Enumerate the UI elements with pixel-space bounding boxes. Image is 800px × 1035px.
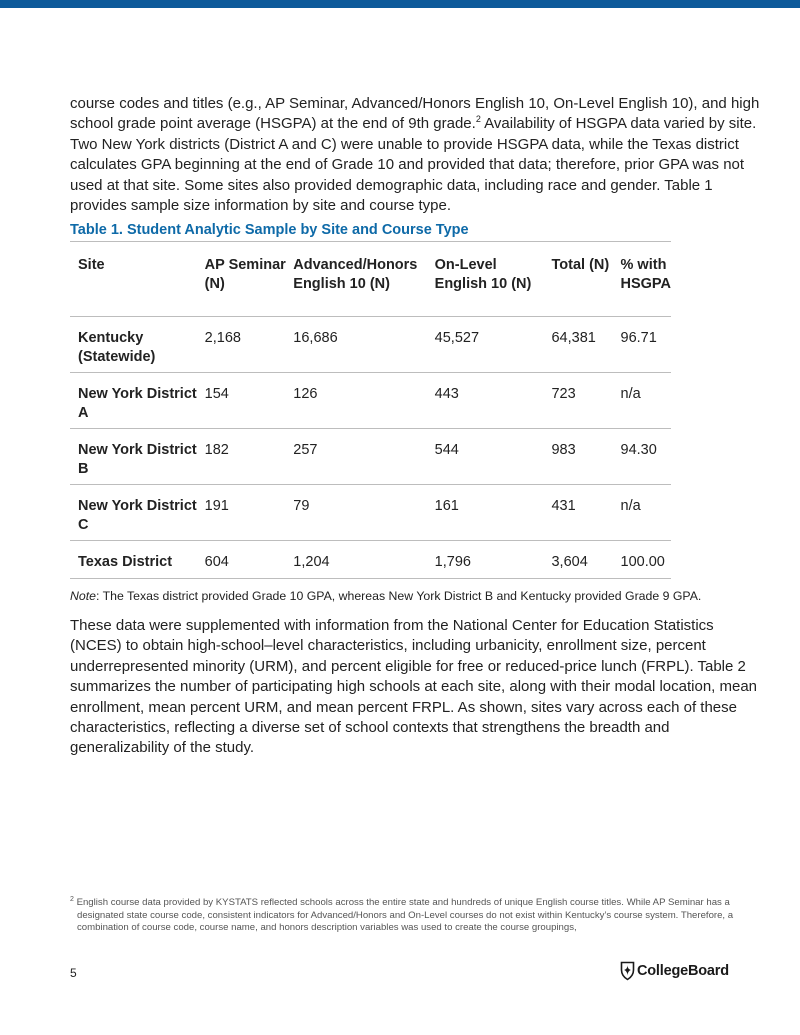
cell-total: 3,604 [545,541,614,579]
cell-total: 983 [545,429,614,485]
intro-paragraph: course codes and titles (e.g., AP Seminar, Advanced/Honors English 10, On-Level English 10), and high school grade point average (HSGPA) at the end of 9th grade.$^2$ Availability of HSGPA data varied by site. Two New York districts (District A and C) were unable to provide HSGPA data, while the Texas district calculates GPA beginning at the end of Grade 10 and provided that data; therefore, prior GPA was not used at that site. Some sites also provided demographic data, including race and gender. Table 1 provides sample size information by site and course type. [70,95,760,215]
cell-on-level: 45,527 [429,317,546,373]
table-row [70,541,671,579]
cell-total: 64,381 [545,317,614,373]
cell-pct-hsgpa: n/a [615,373,671,429]
cell-advanced-honors: 79 [287,485,428,541]
cell-advanced-honors: 16,686 [287,317,428,373]
footnote-reference[interactable]: 2 [475,114,481,125]
note-label: Note [70,589,96,603]
footnote-text: English course data provided by KYSTATS reflected schools across the entire state and hundreds of unique English course titles. While AP Seminar has a designated state course code, consistent indicators for Advanced/Honors and On-Level courses do not exist within Kentucky’s course system. Therefore, a combination of course code, course name, and honors description variables was used to create the course groupings, [73,897,734,934]
college-board-logo [620,958,729,984]
nces-paragraph: These data were supplemented with information from the National Center for Education Statistics (NCES) to obtain high-school–level characteristics, including urbanicity, enrollment size, percent underrepresented minority (URM), and percent eligible for free or reduced-price lunch (FRPL). Table 2 summarizes the number of participating high schools at each site, along with their modal location, mean enrollment, mean percent URM, and mean percent FRPL. As shown, sites vary across each of these characteristics, reflecting a diverse set of school contexts that strengthens the breadth and generalizability of the study. [70,617,758,757]
cell-site: Kentucky (Statewide) [70,317,199,373]
header-ap-seminar: AP Seminar (N) [199,242,288,317]
cell-pct-hsgpa: 100.00 [615,541,671,579]
cell-site: New York District A [70,373,199,429]
cell-site: New York District C [70,485,199,541]
cell-ap-seminar: 2,168 [199,317,288,373]
cell-on-level: 1,796 [429,541,546,579]
cell-ap-seminar: 154 [199,373,288,429]
header-bar [0,0,800,8]
cell-ap-seminar: 191 [199,485,288,541]
logo-text: CollegeBoard [637,963,729,979]
header-site: Site [70,242,199,317]
cell-pct-hsgpa: n/a [615,485,671,541]
cell-total: 431 [545,485,614,541]
cell-site: New York District B [70,429,199,485]
sample-size-table [70,241,671,579]
header-on-level: On-Level English 10 (N) [429,242,546,317]
cell-advanced-honors: 126 [287,373,428,429]
footnote [70,897,760,935]
cell-pct-hsgpa: 96.71 [615,317,671,373]
cell-on-level: 544 [429,429,546,485]
note-text: : The Texas district provided Grade 10 GPA, whereas New York District B and Kentucky provided Grade 9 GPA. [95,589,702,603]
header-advanced-honors: Advanced/Honors English 10 (N) [287,242,428,317]
cell-total: 723 [545,373,614,429]
cell-on-level: 443 [429,373,546,429]
cell-ap-seminar: 182 [199,429,288,485]
header-total: Total (N) [545,242,614,317]
table-row [70,317,671,373]
header-pct-hsgpa: % with HSGPA [615,242,671,317]
cell-advanced-honors: 257 [287,429,428,485]
table-header-row [70,242,671,317]
table-title: Table 1. Student Analytic Sample by Site and Course Type [70,222,469,238]
table-row [70,373,671,429]
cell-on-level: 161 [429,485,546,541]
cell-ap-seminar: 604 [199,541,288,579]
college-board-shield-icon [620,961,635,981]
table-row [70,485,671,541]
page-number: 5 [70,966,77,980]
table-row [70,429,671,485]
footnote-marker: 2 [70,895,74,903]
cell-pct-hsgpa: 94.30 [615,429,671,485]
table-note [70,589,701,603]
cell-site: Texas District [70,541,199,579]
cell-advanced-honors: 1,204 [287,541,428,579]
